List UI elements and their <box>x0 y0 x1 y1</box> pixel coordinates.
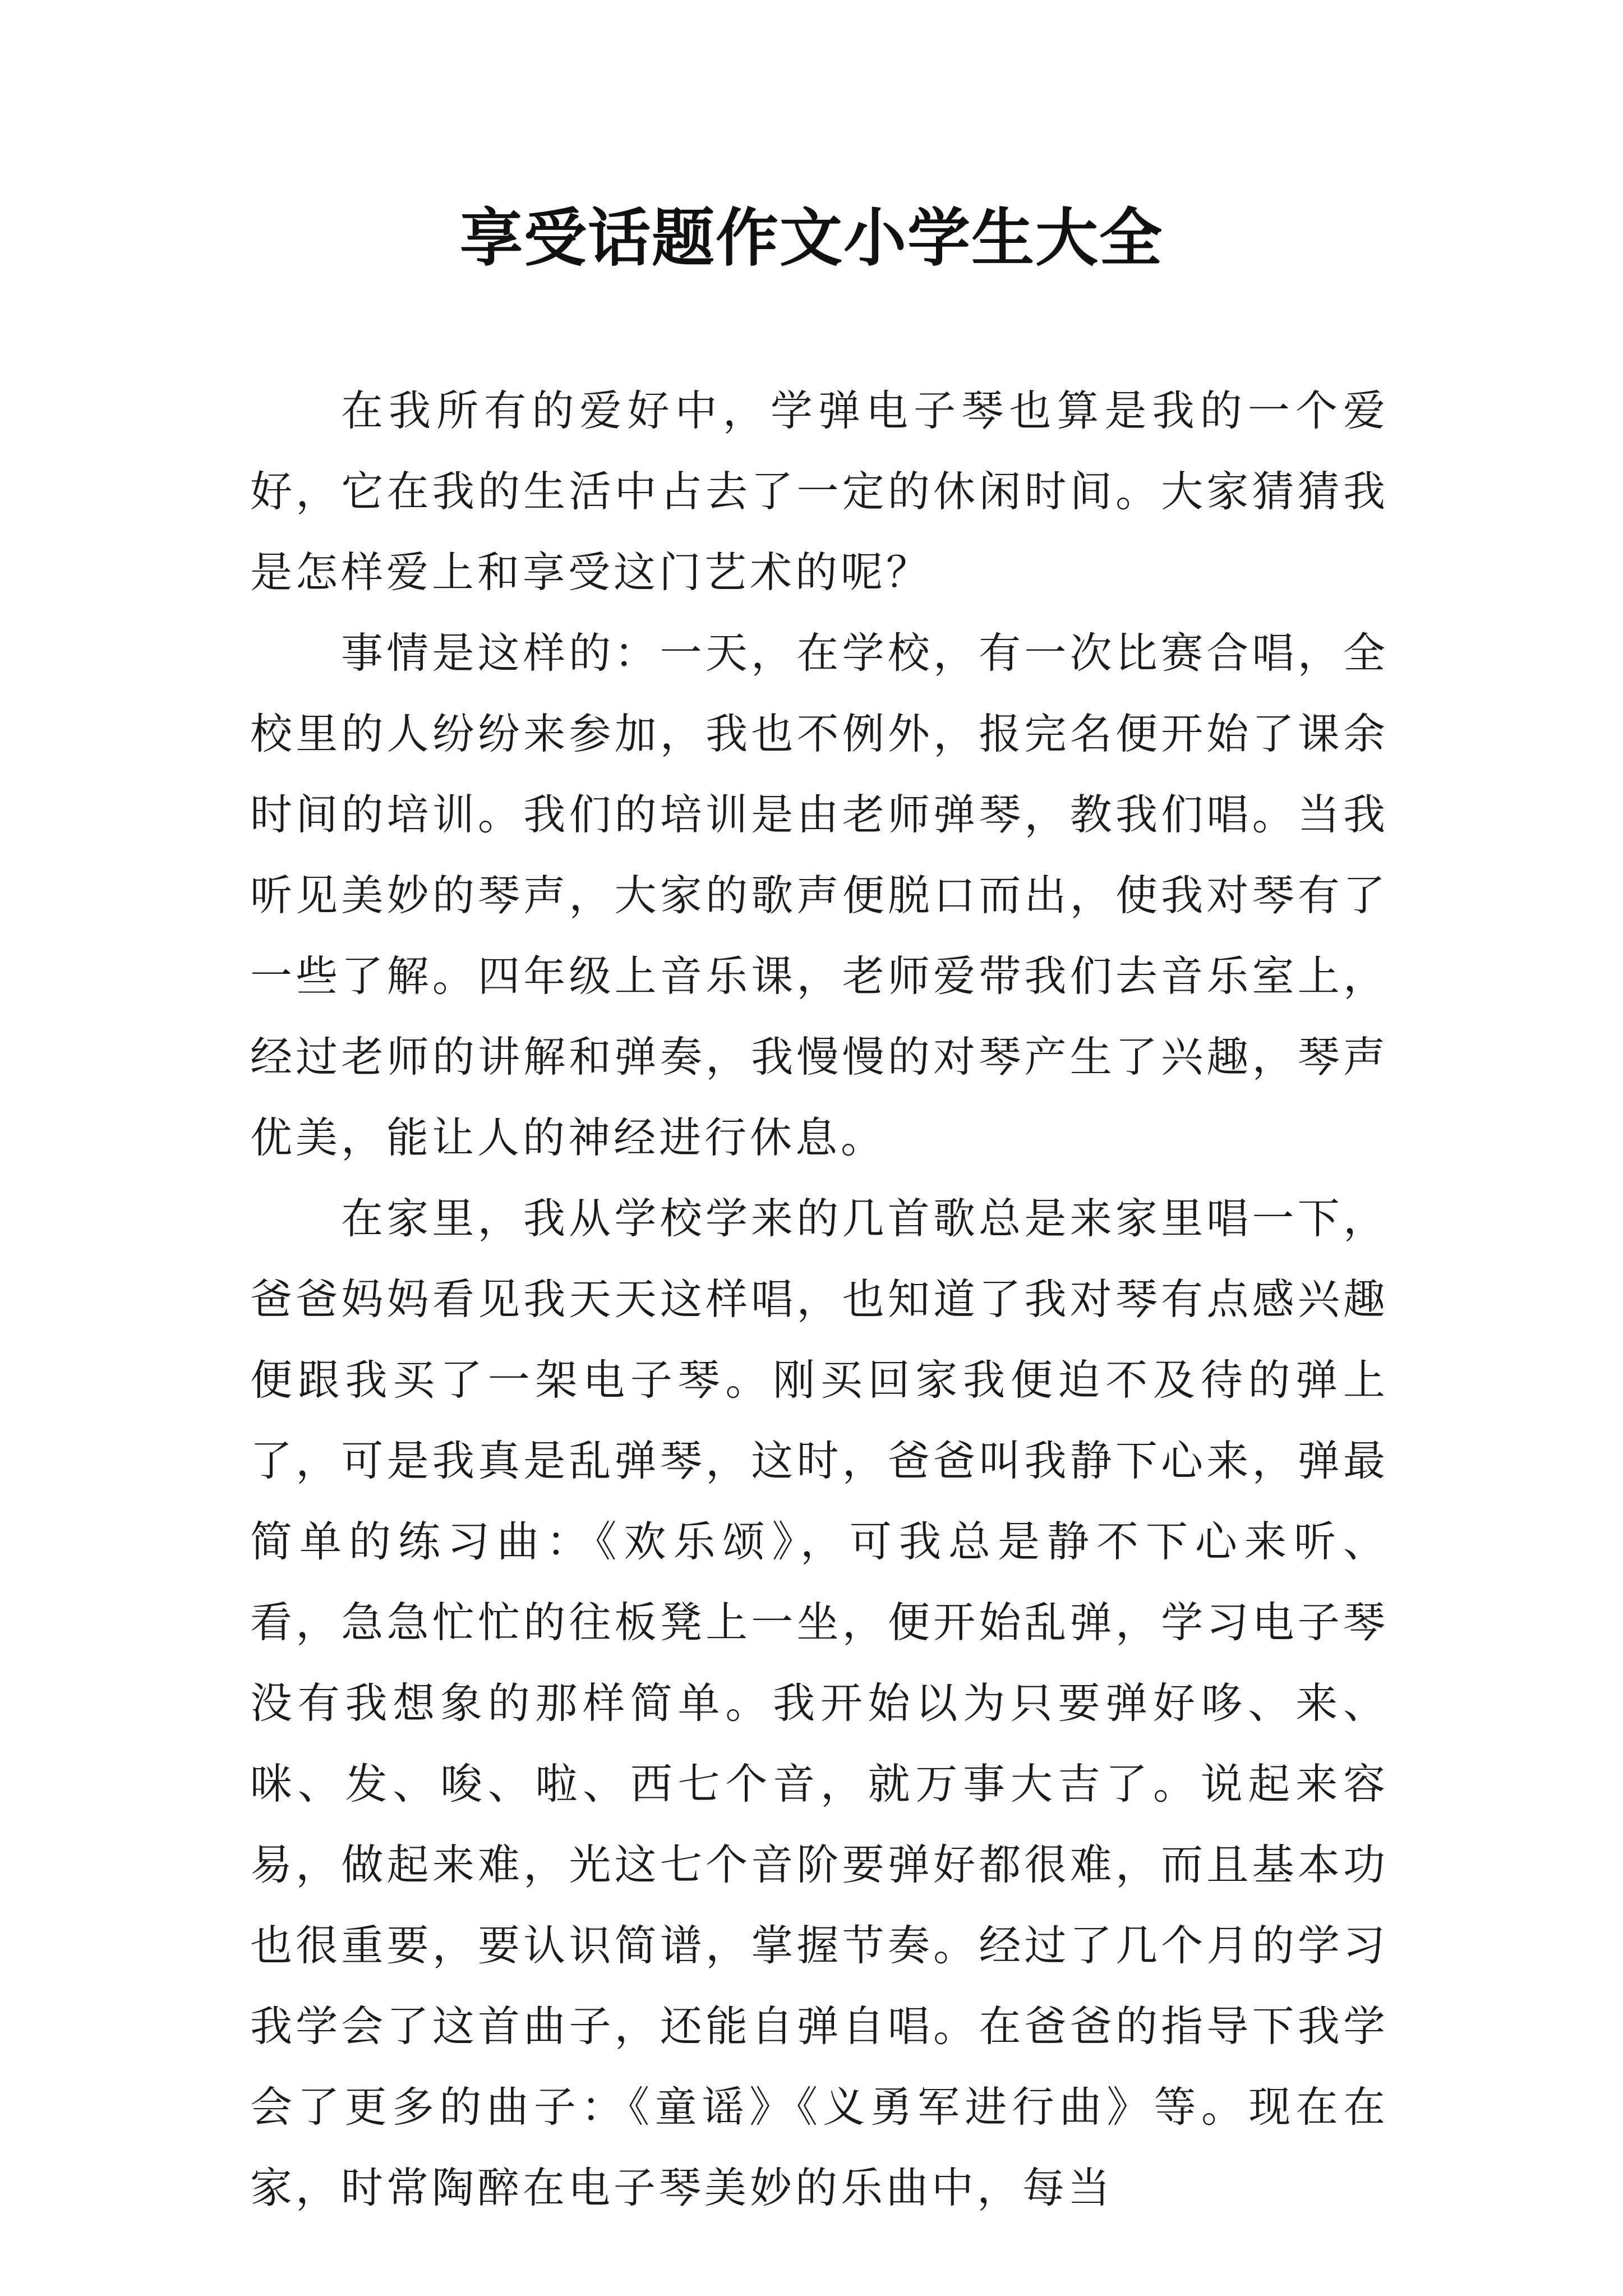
document-body <box>250 370 1389 2228</box>
paragraph-1: 在我所有的爱好中，学弹电子琴也算是我的一个爱好，它在我的生活中占去了一定的休闲时间。大家猜猜我是怎样爱上和享受这门艺术的呢？ <box>250 386 1389 597</box>
paragraph-3: 在家里，我从学校学来的几首歌总是来家里唱一下，爸爸妈妈看见我天天这样唱，也知道了我对琴有点感兴趣便跟我买了一架电子琴。刚买回家我便迫不及待的弹上了，可是我真是乱弹琴，这时，爸爸叫我静下心来，弹最简单的练习曲：《欢乐颂》，可我总是静不下心来听、看，急急忙忙的往板凳上一坐，便开始乱弹，学习电子琴没有我想象的那样简单。我开始以为只要弹好哆、来、咪、发、唆、啦、西七个音，就万事大吉了。说起来容易，做起来难，光这七个音阶要弹好都很难，而且基本功也很重要，要认识简谱，掌握节奏。经过了几个月的学习我学会了这首曲子，还能自弹自唱。在爸爸的指导下我学会了更多的曲子：《童谣》《义勇军进行曲》等。现在在家，时常陶醉在电子琴美妙的乐曲中，每当 <box>250 1194 1389 2212</box>
document-title: 享受话题作文小学生大全 <box>460 201 1163 275</box>
paragraph-2: 事情是这样的：一天，在学校，有一次比赛合唱，全校里的人纷纷来参加，我也不例外，报完名便开始了课余时间的培训。我们的培训是由老师弹琴，教我们唱。当我听见美妙的琴声，大家的歌声便脱口而出，使我对琴有了一些了解。四年级上音乐课，老师爱带我们去音乐室上，经过老师的讲解和弹奏，我慢慢的对琴产生了兴趣，琴声优美，能让人的神经进行休息。 <box>250 628 1389 1162</box>
